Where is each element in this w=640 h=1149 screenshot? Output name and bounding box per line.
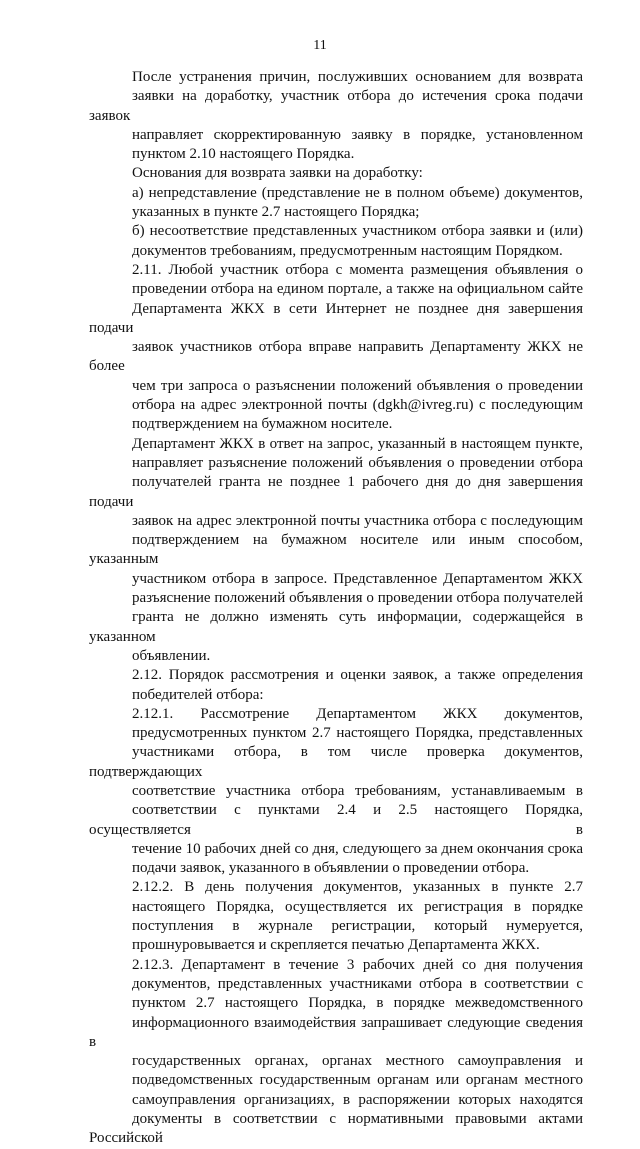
text-line: документы в соответствии с нормативными правовыми актами Российской (89, 1111, 583, 1147)
text-line: направляет скорректированную заявку в порядке, установленном (132, 126, 583, 143)
paragraph (89, 435, 583, 667)
paragraph (89, 184, 583, 223)
text-line: чем три запроса о разъяснении положений объявления о проведении (132, 377, 583, 394)
text-line: настоящего Порядка, осуществляется их регистрация в порядке (132, 898, 583, 915)
text-line: государственных органах, органах местного самоуправления и (132, 1053, 583, 1070)
text-line: документов, представленных участниками отбора в соответствии с (132, 975, 583, 992)
text-line: поступления в журнале регистрации, который нумеруется, (132, 918, 583, 935)
document-body (89, 68, 583, 1149)
text-line: прошнуровывается и скрепляется печатью Департамента ЖКХ. (132, 937, 540, 954)
text-line: заявок на адрес электронной почты участника отбора с последующим (132, 512, 583, 529)
text-line: б) несоответствие представленных участником отбора заявки и (или) (132, 223, 583, 240)
text-line: разъяснение положений объявления о проведении отбора получателей (132, 590, 583, 607)
text-line: победителей отбора: (132, 686, 264, 703)
text-line: предусмотренных пунктом 2.7 настоящего Порядка, представленных (132, 725, 583, 742)
text-line: подведомственных государственным органам или органам местного (132, 1072, 583, 1089)
paragraph (89, 68, 583, 164)
text-line: участником отбора в запросе. Представленное Департаментом ЖКХ (132, 570, 583, 587)
text-line: течение 10 рабочих дней со дня, следующего за днем окончания срока (132, 840, 583, 857)
text-line: 2.11. Любой участник отбора с момента размещения объявления о (132, 261, 583, 278)
page-number: 11 (313, 38, 327, 53)
text-line: Основания для возврата заявки на доработку: (132, 165, 423, 182)
text-line: гранта не должно изменять суть информации, содержащейся в указанном (89, 609, 583, 645)
text-line: информационного взаимодействия запрашивает следующие сведения в (89, 1014, 583, 1050)
text-line: 2.12. Порядок рассмотрения и оценки заявок, а также определения (132, 667, 583, 684)
paragraph (89, 878, 583, 955)
text-line: направляет разъяснение положений объявления о проведении отбора (132, 454, 583, 471)
text-line: самоуправления организациях, в распоряжении которых находятся (132, 1091, 583, 1108)
text-line: подтверждением на бумажном носителе или иным способом, указанным (89, 532, 583, 568)
text-line: Департамент ЖКХ в ответ на запрос, указанный в настоящем пункте, (132, 435, 583, 452)
text-line: соответствие участника отбора требованиям, устанавливаемым в (132, 782, 583, 799)
text-line: пунктом 2.7 настоящего Порядка, в порядке межведомственного (132, 995, 583, 1012)
text-line: 2.12.3. Департамент в течение 3 рабочих дней со дня получения (132, 956, 583, 973)
text-line: 2.12.2. В день получения документов, указанных в пункте 2.7 (132, 879, 583, 896)
paragraph (89, 956, 583, 1149)
text-line: отбора на адрес электронной почты (dgkh@ivreg.ru) с последующим (132, 397, 583, 414)
text-line: После устранения причин, послуживших основанием для возврата (132, 69, 583, 85)
text-line: заявки на доработку, участник отбора до истечения срока подачи заявок (89, 88, 583, 124)
text-line: указанных в пункте 2.7 настоящего Порядка; (132, 204, 420, 221)
text-line: подачи заявок, указанного в объявлении о проведении отбора. (132, 860, 530, 877)
text-line: подтверждением на бумажном носителе. (132, 416, 393, 433)
text-line: Департамента ЖКХ в сети Интернет не позднее дня завершения подачи (89, 300, 583, 336)
text-line: объявлении. (132, 647, 211, 664)
text-line: участниками отбора, в том числе проверка документов, подтверждающих (89, 744, 583, 780)
text-line: документов требованиям, предусмотренным настоящим Порядком. (132, 242, 563, 259)
paragraph (89, 666, 583, 705)
paragraph (89, 261, 583, 435)
text-line: 2.12.1. Рассмотрение Департаментом ЖКХ документов, (132, 705, 583, 722)
text-line: проведении отбора на едином портале, а также на официальном сайте (132, 281, 583, 298)
text-line: получателей гранта не позднее 1 рабочего дня до дня завершения подачи (89, 474, 583, 510)
text-line: пунктом 2.10 настоящего Порядка. (132, 146, 355, 163)
paragraph (89, 222, 583, 261)
text-line: а) непредставление (представление не в полном объеме) документов, (132, 184, 583, 201)
paragraph (89, 164, 583, 183)
text-line: соответствии с пунктами 2.4 и 2.5 настоящего Порядка, осуществляется в (89, 802, 583, 838)
text-line: заявок участников отбора вправе направить Департаменту ЖКХ не более (89, 339, 583, 375)
paragraph (89, 705, 583, 879)
